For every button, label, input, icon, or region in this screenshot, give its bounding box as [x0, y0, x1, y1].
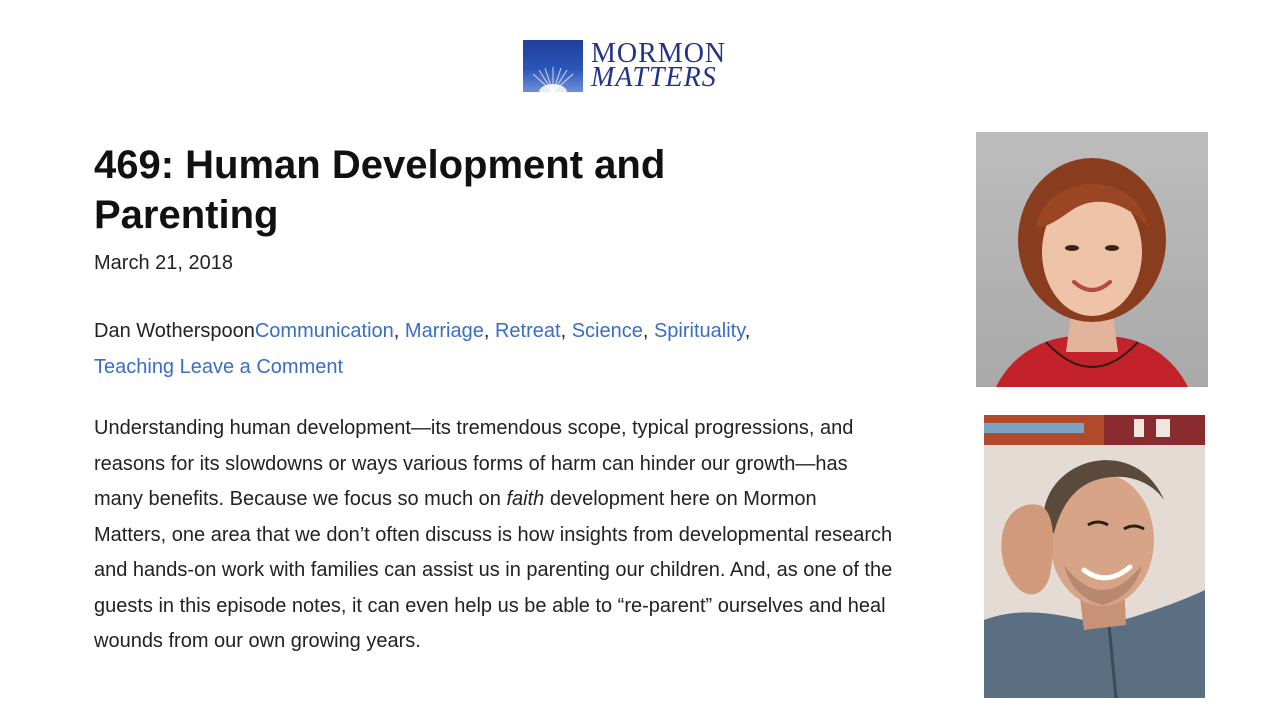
- post-meta: Dan WotherspoonCommunication, Marriage, Retreat, Science, Spirituality, Teaching Leave a Comment: [94, 320, 751, 378]
- category-link-spirituality[interactable]: Spirituality: [653, 320, 745, 342]
- guest-photo-1: [976, 132, 1208, 387]
- category-link-retreat[interactable]: Retreat: [494, 320, 561, 342]
- post-intro-paragraph: [94, 411, 894, 660]
- logo-line-2: MATTERS: [591, 62, 717, 93]
- sunrise-logo-icon: [523, 40, 583, 92]
- site-logo[interactable]: [523, 40, 726, 92]
- category-link-communication[interactable]: Communication: [254, 320, 394, 342]
- article: [94, 140, 894, 680]
- intro-emphasis: faith: [506, 488, 545, 510]
- category-link-science[interactable]: Science: [571, 320, 643, 342]
- post-author: Dan Wotherspoon: [94, 320, 255, 342]
- post-title: 469: Human Development and Parenting: [94, 143, 666, 237]
- category-link-marriage[interactable]: Marriage: [404, 320, 484, 342]
- intro-text-part-1: Understanding human development—its tremendous scope, typical progressions, and reasons for its slowdowns or ways various forms of harm can hinder our growth—has many benefits. Because we focus so much on: [94, 417, 854, 510]
- leave-comment-link[interactable]: Leave a Comment: [179, 356, 344, 378]
- guest-photo-2: [984, 415, 1205, 698]
- intro-text-part-2: development here on Mormon Matters, one area that we don’t often discuss is how insights from developmental research and hands-on work with families can assist us in parenting our children. And, as one of the guests in this episode notes, it can even help us be able to “re-parent” ourselves and heal wounds from our own growing years.: [94, 488, 893, 652]
- logo-line-1: MORMON: [591, 38, 727, 69]
- category-link-teaching[interactable]: Teaching: [94, 356, 175, 378]
- post-date: March 21, 2018: [94, 252, 233, 274]
- site-logo-text: [591, 38, 727, 93]
